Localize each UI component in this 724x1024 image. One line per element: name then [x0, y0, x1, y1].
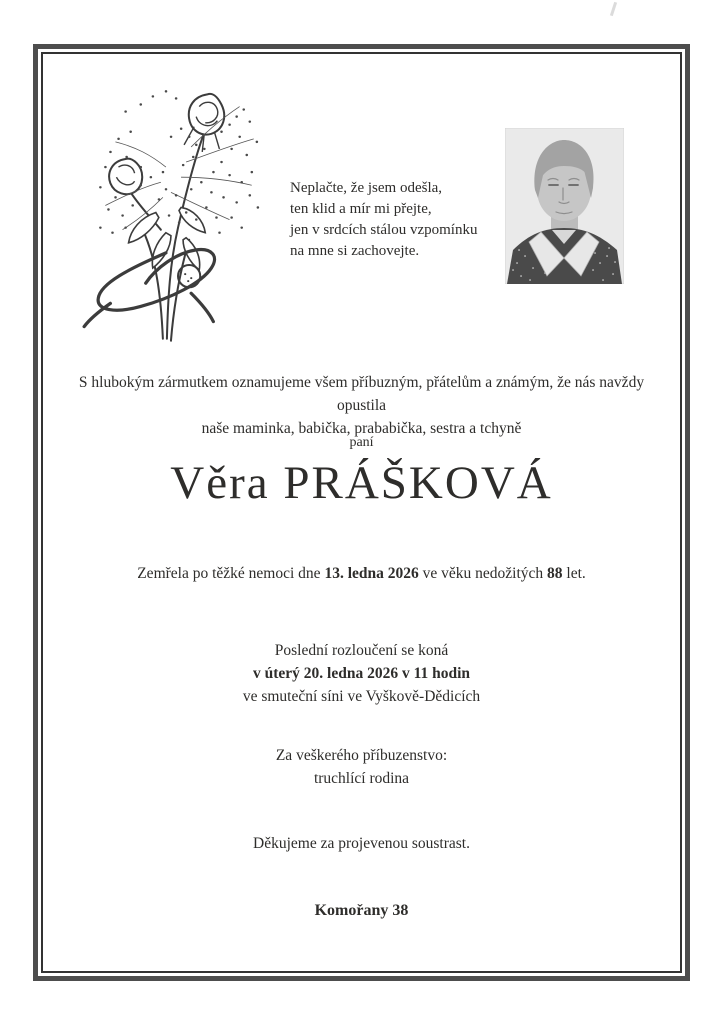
- farewell-datetime: v úterý 20. ledna 2026 v 11 hodin: [252, 665, 471, 682]
- parte-content: [43, 54, 680, 971]
- poem-line: na mne si zachovejte.: [290, 243, 420, 259]
- poem-line: ten klid a mír mi přejte,: [290, 201, 432, 217]
- farewell-info: [43, 639, 680, 708]
- farewell-line1: Poslední rozloučení se koná: [274, 642, 449, 659]
- inner-frame-border: [41, 52, 682, 973]
- announcement-line1: S hlubokým zármutkem oznamujeme všem příbuzným, přátelům a známým, že nás navždy opustila: [78, 374, 645, 414]
- address-line: Komořany 38: [314, 902, 409, 919]
- family-signature: [43, 744, 680, 790]
- outer-frame-border: [33, 44, 690, 981]
- thanks-line: Děkujeme za projevenou soustrast.: [253, 835, 470, 852]
- death-line-post: let.: [562, 565, 586, 582]
- frame-gap: [38, 49, 685, 976]
- poem-line: Neplačte, že jsem odešla,: [290, 180, 443, 196]
- family-line2: truchlící rodina: [313, 770, 410, 787]
- death-line-mid: ve věku nedožitých: [418, 565, 548, 582]
- title-prefix: paní: [349, 435, 374, 450]
- death-date: 13. ledna 2026: [324, 565, 419, 582]
- poem-line: jen v srdcích stálou vzpomínku: [290, 222, 478, 238]
- announcement: [43, 371, 680, 440]
- portrait-photo: [505, 128, 624, 284]
- death-line: [43, 565, 680, 583]
- death-age: 88: [547, 565, 563, 582]
- poem: [290, 178, 500, 262]
- deceased-name: Věra PRÁŠKOVÁ: [170, 457, 553, 509]
- farewell-place: ve smuteční síni ve Vyškově-Dědicích: [242, 688, 481, 705]
- family-line1: Za veškerého příbuzenstvo:: [275, 747, 448, 764]
- announcement-line2: naše maminka, babička, prababička, sestra a tchyně: [201, 420, 522, 437]
- death-line-pre: Zemřela po těžké nemoci dne: [137, 565, 325, 582]
- rose-bouquet-icon: [70, 76, 282, 344]
- scan-artifact: [610, 2, 617, 16]
